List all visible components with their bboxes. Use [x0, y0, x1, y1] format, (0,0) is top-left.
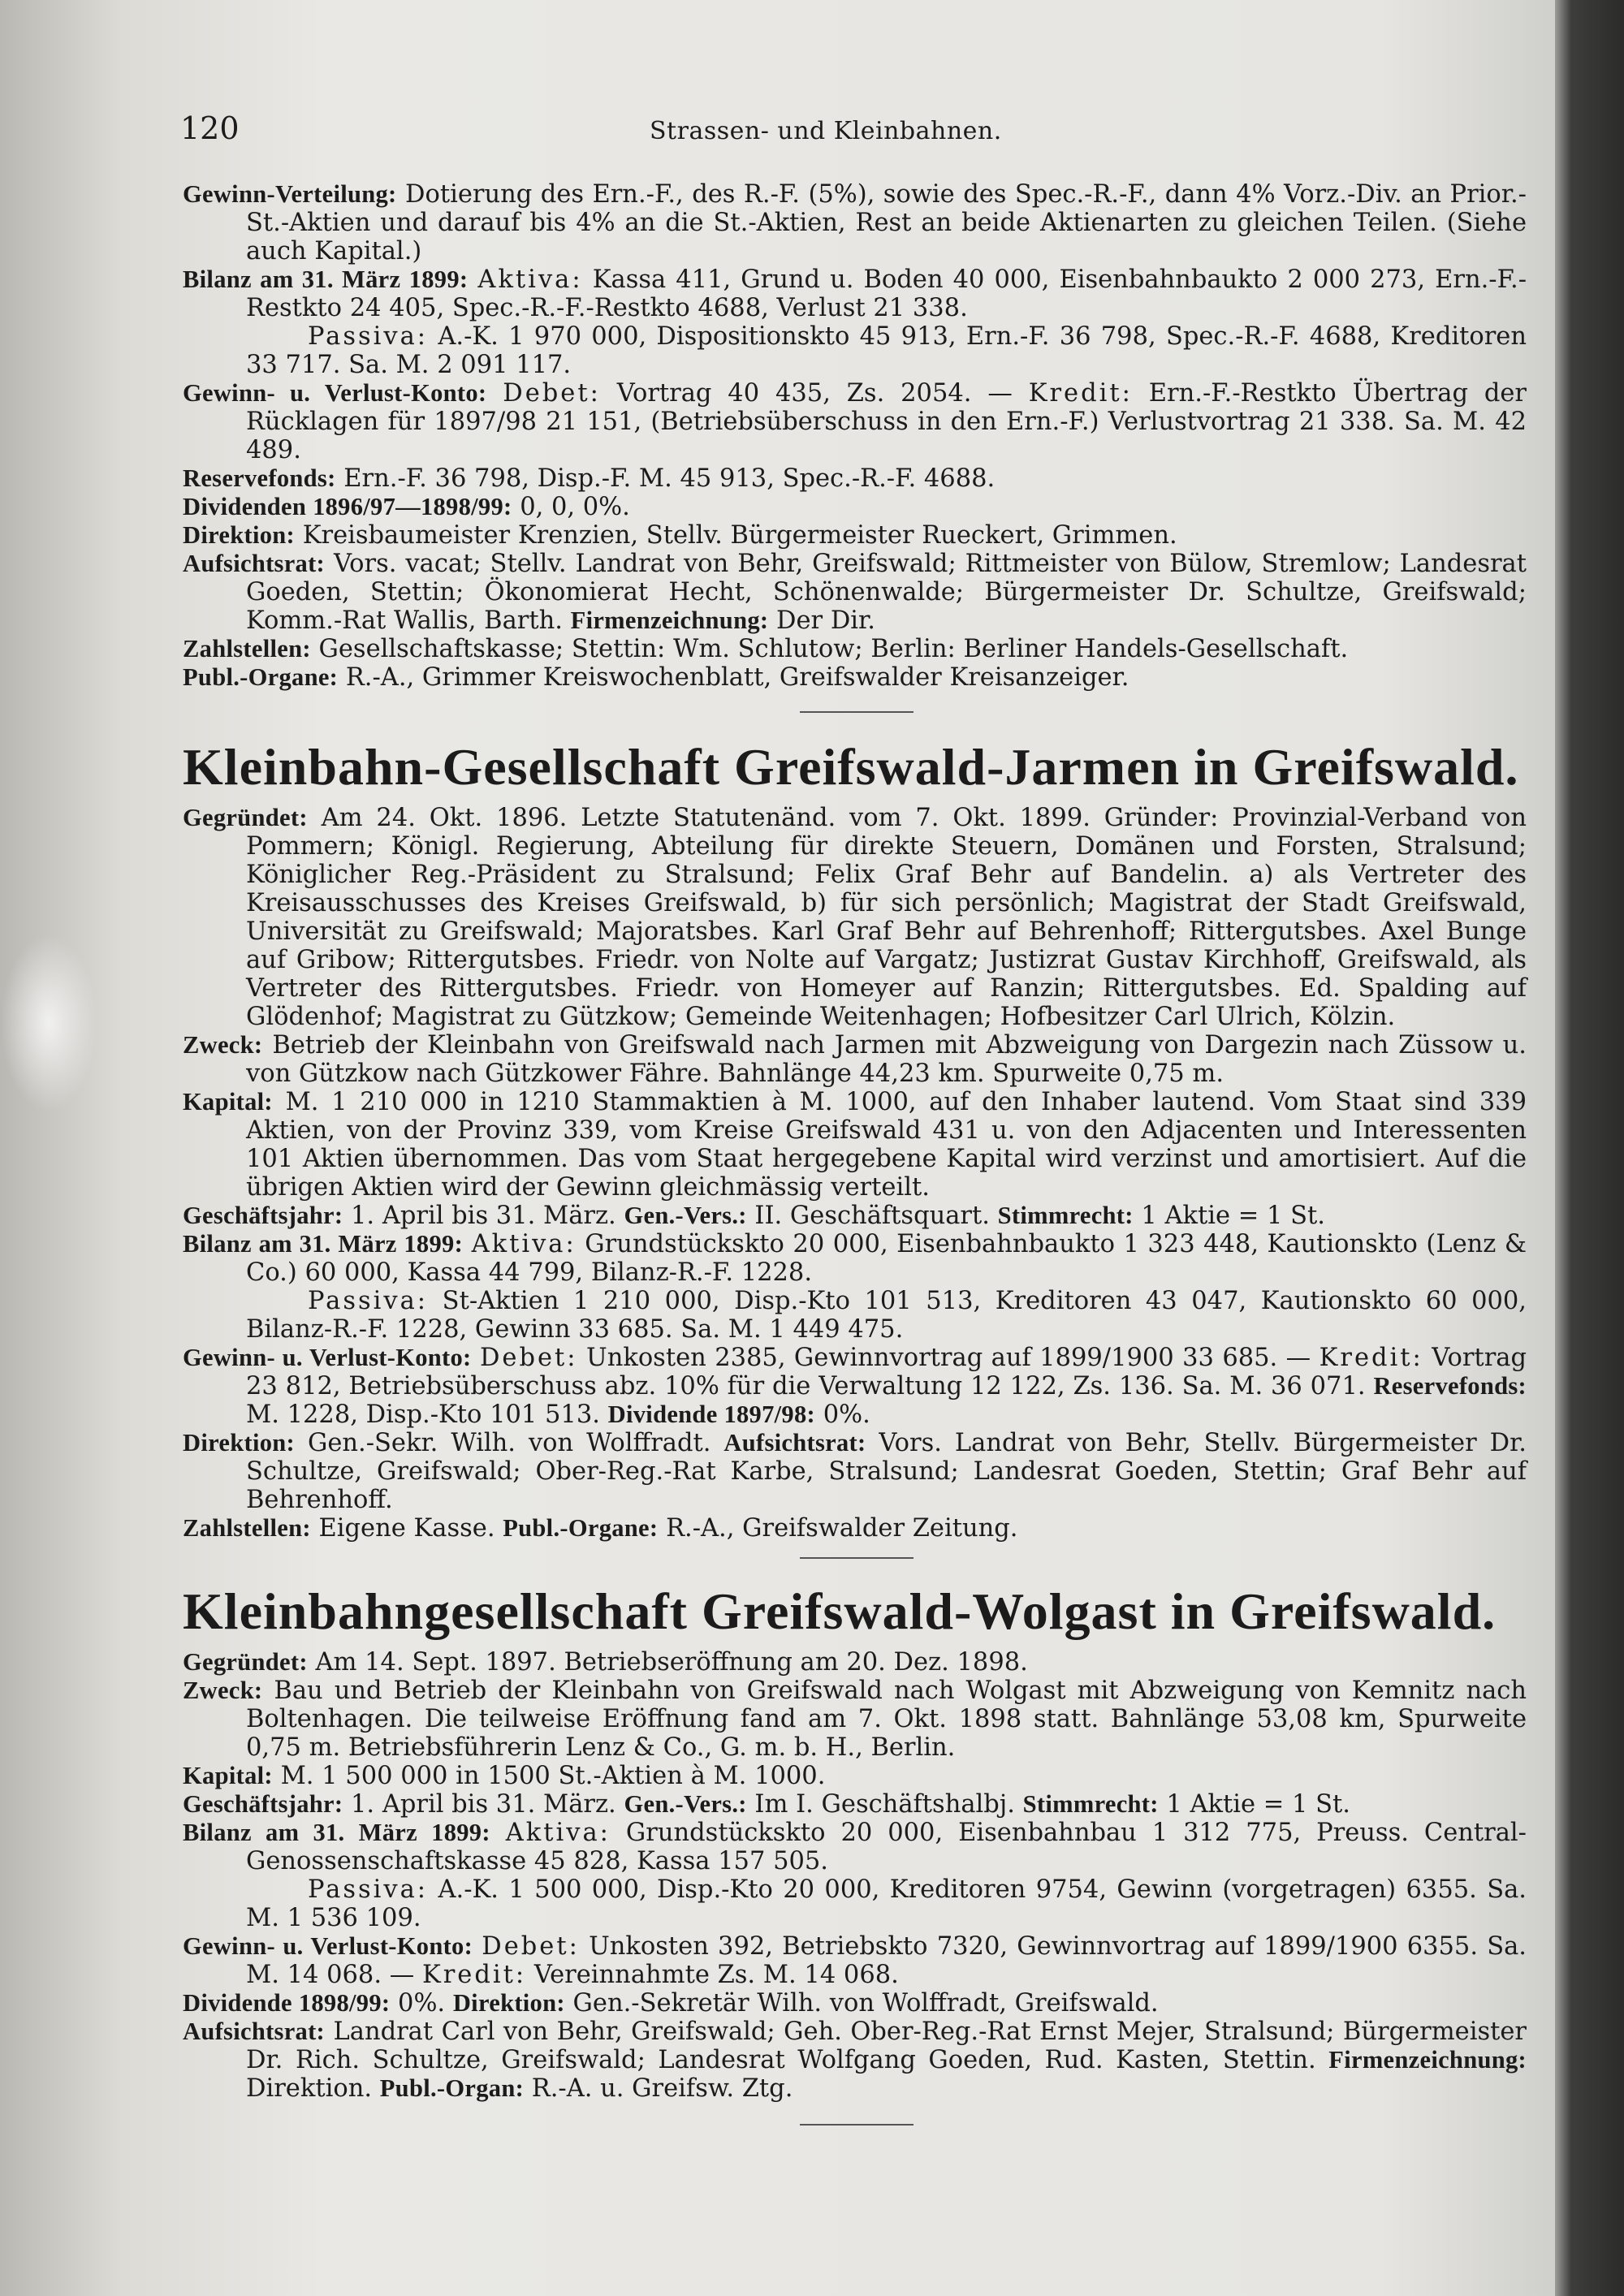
page-body: [183, 180, 1527, 2126]
section-divider: [800, 1557, 914, 1559]
entry-direktion: Direktion: Gen.-Sekr. Wilh. von Wolffradt. Aufsichtsrat: Vors. Landrat von Behr, Stellv. Bürgermeister Dr. Schultze, Greifswald; Ober-Reg.-Rat Karbe, Stralsund; Landesrat Goeden, Stettin; Graf Behr auf Behrenhoff.: [183, 1429, 1527, 1514]
entry-reservefonds: Reservefonds: Ern.-F. 36 798, Disp.-F. M. 45 913, Spec.-R.-F. 4688.: [183, 464, 996, 493]
entry-aufsichtsrat: Aufsichtsrat: Landrat Carl von Behr, Greifswald; Geh. Ober-Reg.-Rat Ernst Mejer, Stralsund; Bürgermeister Dr. Rich. Schultze, Greifswald; Landesrat Wolfgang Goeden, Rud. Kasten, Stettin. Firmenzeichnung: Direktion. Publ.-Organ: R.-A. u. Greifsw. Ztg.: [183, 2018, 1527, 2103]
section-previous-company: [183, 180, 1527, 692]
running-title: Strassen- und Kleinbahnen.: [650, 117, 1002, 145]
entry-aufsichtsrat: Aufsichtsrat: Vors. vacat; Stellv. Landrat von Behr, Greifswald; Rittmeister von Bülow, Stremlow; Landesrat Goeden, Stettin; Ökonomierat Hecht, Schönenwalde; Bürgermeister Dr. Schultze, Greifswald; Komm.-Rat Wallis, Barth. Firmenzeichnung: Der Dir.: [183, 550, 1527, 635]
entry-zweck: Zweck: Betrieb der Kleinbahn von Greifswald nach Jarmen mit Abzweigung von Dargezin nach Züssow u. von Gützkow nach Gützkower Fähre. Bahnlänge 44,23 km. Spurweite 0,75 m.: [183, 1031, 1527, 1088]
bilanz-passiva: Passiva: A.-K. 1 970 000, Dispositionskto 45 913, Ern.-F. 36 798, Spec.-R.-F. 4688, Kreditoren 33 717. Sa. M. 2 091 117.: [246, 322, 1527, 379]
section-greifswald-jarmen: [183, 731, 1527, 1543]
entry-bilanz: Bilanz am 31. März 1899: Aktiva: Grundstückskto 20 000, Eisenbahnbaukto 1 323 448, Kautionskto (Lenz & Co.) 60 000, Kassa 44 799, Bilanz-R.-F. 1228. Passiva: St-Aktien 1 210 000, Disp.-Kto 101 513, Kreditoren 43 047, Kautionskto 60 000, Bilanz-R.-F. 1228, Gewinn 33 685. Sa. M. 1 449 475.: [183, 1230, 1527, 1344]
page-header: [0, 110, 1555, 159]
section-greifswald-wolgast: [183, 1575, 1527, 2103]
section-divider: [800, 711, 914, 713]
section-divider: [800, 2124, 914, 2126]
entry-gewinn-verlust: Gewinn- u. Verlust-Konto: Debet: Vortrag 40 435, Zs. 2054. — Kredit: Ern.-F.-Restkto Übertrag der Rücklagen für 1897/98 21 151, (Betriebsüberschuss in den Ern.-F.) Verlustvortrag 21 338. Sa. M. 42 489.: [183, 379, 1527, 464]
entry-gegruendet: Gegründet: Am 24. Okt. 1896. Letzte Statutenänd. vom 7. Okt. 1899. Gründer: Provinzial-Verband von Pommern; Königl. Regierung, Abteilung für direkte Steuern, Domänen und Forsten, Stralsund; Königlicher Reg.-Präsident zu Stralsund; Felix Graf Behr auf Bandelin. a) als Vertreter des Kreisausschusses des Kreises Greifswald, b) für sich persönlich; Magistrat der Stadt Greifswald, Universität zu Greifswald; Majoratsbes. Karl Graf Behr auf Behrenhoff; Rittergutsbes. Axel Bunge auf Gribow; Rittergutsbes. Friedr. von Nolte auf Vargatz; Justizrat Gustav Kirchhoff, Greifswald, als Vertreter des Rittergutsbes. Friedr. von Homeyer auf Ranzin; Rittergutsbes. Ed. Spalding auf Glödenhof; Magistrat zu Gützkow; Gemeinde Weitenhagen; Hofbesitzer Carl Ulrich, Kölzin.: [183, 804, 1527, 1031]
entry-direktion: Direktion: Kreisbaumeister Krenzien, Stellv. Bürgermeister Rueckert, Grimmen.: [183, 521, 1177, 550]
entry-zahlstellen: Zahlstellen: Gesellschaftskasse; Stettin: Wm. Schlutow; Berlin: Berliner Handels-Gesellschaft.: [183, 635, 1349, 663]
company-heading: Kleinbahngesellschaft Greifswald-Wolgast in Greifswald.: [183, 1582, 1497, 1640]
page-edge-shadow: [1555, 0, 1624, 2296]
bilanz-passiva: Passiva: A.-K. 1 500 000, Disp.-Kto 20 000, Kreditoren 9754, Gewinn (vorgetragen) 6355. Sa. M. 1 536 109.: [246, 1875, 1527, 1932]
entry-gewinn-verteilung: Gewinn-Verteilung: Dotierung des Ern.-F., des R.-F. (5%), sowie des Spec.-R.-F., dann 4% Vorz.-Div. an Prior.-St.-Aktien und darauf bis 4% an die St.-Aktien, Rest an beide Aktienarten zu gleichen Teilen. (Siehe auch Kapital.): [183, 180, 1527, 265]
entry-gewinn-verlust: Gewinn- u. Verlust-Konto: Debet: Unkosten 2385, Gewinnvortrag auf 1899/1900 33 685. — Kredit: Vortrag 23 812, Betriebsüberschuss abz. 10% für die Verwaltung 12 122, Zs. 136. Sa. M. 36 071. Reservefonds: M. 1228, Disp.-Kto 101 513. Dividende 1897/98: 0%.: [183, 1344, 1527, 1429]
bilanz-passiva: Passiva: St-Aktien 1 210 000, Disp.-Kto 101 513, Kreditoren 43 047, Kautionskto 60 000, Bilanz-R.-F. 1228, Gewinn 33 685. Sa. M. 1 449 475.: [246, 1287, 1527, 1344]
entry-gegruendet: Gegründet: Am 14. Sept. 1897. Betriebseröffnung am 20. Dez. 1898.: [183, 1648, 1028, 1677]
entry-bilanz: Bilanz am 31. März 1899: Aktiva: Grundstückskto 20 000, Eisenbahnbau 1 312 775, Preuss. Central-Genossenschaftskasse 45 828, Kassa 157 505. Passiva: A.-K. 1 500 000, Disp.-Kto 20 000, Kreditoren 9754, Gewinn (vorgetragen) 6355. Sa. M. 1 536 109.: [183, 1819, 1527, 1932]
entry-zweck: Zweck: Bau und Betrieb der Kleinbahn von Greifswald nach Wolgast mit Abzweigung von Kemnitz nach Boltenhagen. Die teilweise Eröffnung fand am 7. Okt. 1898 statt. Bahnlänge 53,08 km, Spurweite 0,75 m. Betriebsführerin Lenz & Co., G. m. b. H., Berlin.: [183, 1677, 1527, 1762]
entry-geschaeftsjahr: Geschäftsjahr: 1. April bis 31. März. Gen.-Vers.: Im I. Geschäftshalbj. Stimmrecht: 1 Aktie = 1 St.: [183, 1790, 1350, 1819]
company-heading: Kleinbahn-Gesellschaft Greifswald-Jarmen in Greifswald.: [183, 738, 1519, 796]
entry-zahlstellen: Zahlstellen: Eigene Kasse. Publ.-Organe: R.-A., Greifswalder Zeitung.: [183, 1514, 1018, 1543]
paper-stain: [0, 934, 97, 1112]
page-number: 120: [180, 110, 240, 146]
entry-bilanz: Bilanz am 31. März 1899: Aktiva: Kassa 411, Grund u. Boden 40 000, Eisenbahnbaukto 2 000 273, Ern.-F.-Restkto 24 405, Spec.-R.-F.-Restkto 4688, Verlust 21 338. Passiva: A.-K. 1 970 000, Dispositionskto 45 913, Ern.-F. 36 798, Spec.-R.-F. 4688, Kreditoren 33 717. Sa. M. 2 091 117.: [183, 265, 1527, 379]
entry-gewinn-verlust: Gewinn- u. Verlust-Konto: Debet: Unkosten 392, Betriebskto 7320, Gewinnvortrag auf 1899/1900 6355. Sa. M. 14 068. — Kredit: Vereinnahmte Zs. M. 14 068.: [183, 1932, 1527, 1989]
entry-dividende: Dividende 1898/99: 0%. Direktion: Gen.-Sekretär Wilh. von Wolffradt, Greifswald.: [183, 1989, 1159, 2018]
entry-kapital: Kapital: M. 1 500 000 in 1500 St.-Aktien à M. 1000.: [183, 1762, 826, 1790]
entry-kapital: Kapital: M. 1 210 000 in 1210 Stammaktien à M. 1000, auf den Inhaber lautend. Vom Staat sind 339 Aktien, von der Provinz 339, vom Kreise Greifswald 431 u. von den Adjacenten und Interessenten 101 Aktien übernommen. Das vom Staat hergegebene Kapital wird verzinst und amortisiert. Auf die übrigen Aktien wird der Gewinn gleichmässig verteilt.: [183, 1088, 1527, 1202]
entry-publ-organe: Publ.-Organe: R.-A., Grimmer Kreiswochenblatt, Greifswalder Kreisanzeiger.: [183, 663, 1129, 692]
entry-dividenden: Dividenden 1896/97—1898/99: 0, 0, 0%.: [183, 493, 630, 521]
entry-geschaeftsjahr: Geschäftsjahr: 1. April bis 31. März. Gen.-Vers.: II. Geschäftsquart. Stimmrecht: 1 Aktie = 1 St.: [183, 1202, 1325, 1230]
